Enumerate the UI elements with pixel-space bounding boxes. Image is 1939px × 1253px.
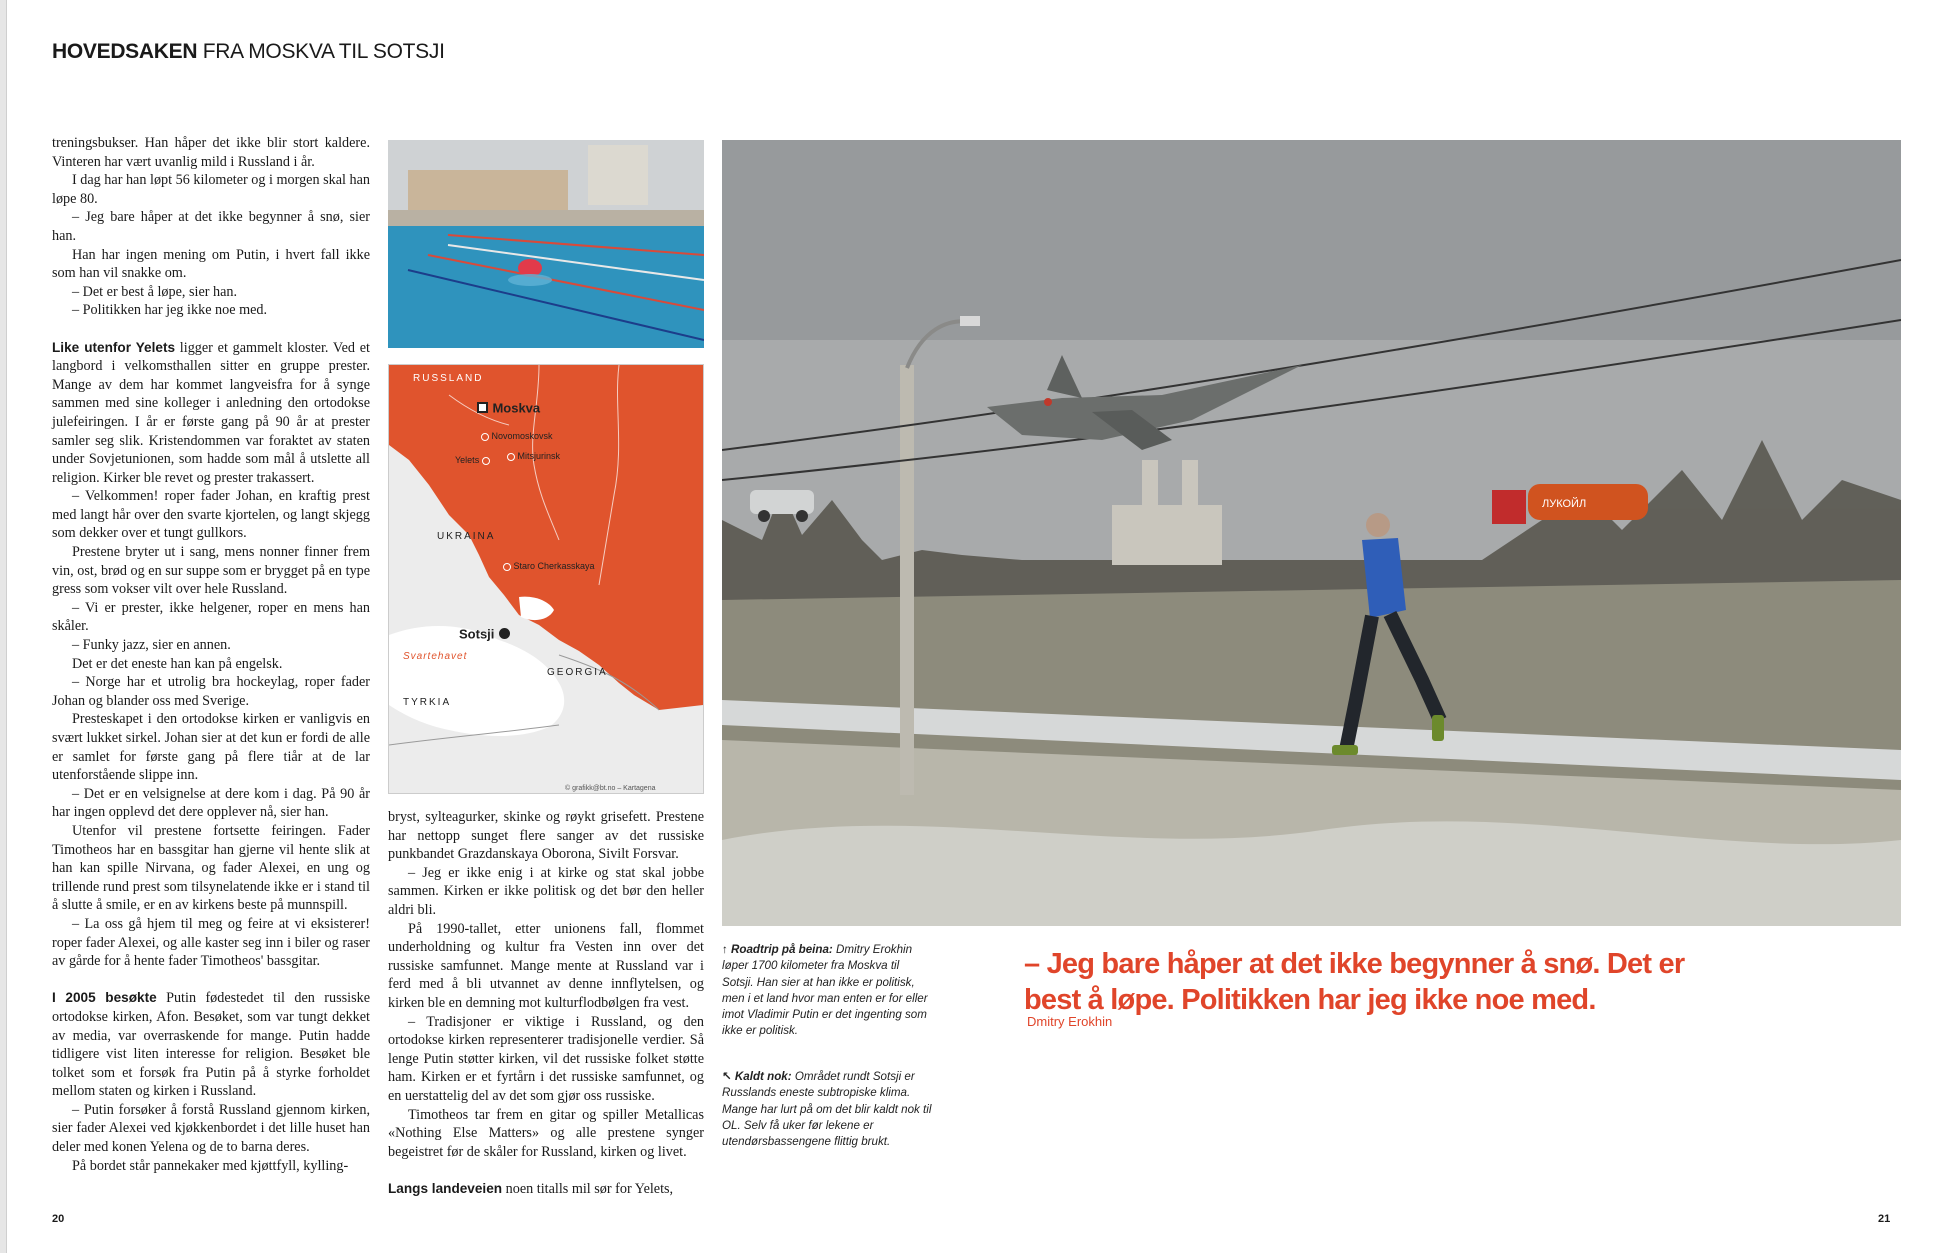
city-marker-icon <box>482 457 490 465</box>
paragraph: Han har ingen mening om Putin, i hvert fall ikke som han vil snakke om. <box>52 246 370 282</box>
map-label-tyrkia: TYRKIA <box>403 697 452 708</box>
truck-logo: ЛУКОЙЛ <box>1542 498 1587 510</box>
section-title: FRA MOSKVA TIL SOTSJI <box>202 40 445 63</box>
map-city-mitsjurinsk <box>507 451 560 461</box>
map-city-label: Moskva <box>492 400 541 416</box>
paragraph: Prestene bryter ut i sang, mens nonner finner frem vin, ost, brød og en sur suppe som er brygget på en type gress som vokser vilt over hele Russland. <box>52 544 370 598</box>
paragraph-body: noen titalls mil sør for Yelets, <box>502 1180 674 1197</box>
caption-body: Dmitry Erokhin løper 1700 kilometer fra Moskva til Sotsji. Han sier at han ikke er politisk, men i et land hvor man enten er for eller imot Vladimir Putin er det ingenting som ikke er politisk. <box>722 943 928 1038</box>
map-city-label: Staro Cherkasskaya <box>513 561 595 571</box>
caption-body: Området rundt Sotsji er Russlands eneste subtropiske klima. Mange har lurt på om det blir kaldt nok til OL. Selv få uker før lekene er utendørsbassengene flittig brukt. <box>722 1070 932 1149</box>
map-city-label: Mitsjurinsk <box>517 451 561 461</box>
map-city-label: Novomoskovsk <box>491 431 553 441</box>
paragraph: – Politikken har jeg ikke noe med. <box>72 302 268 319</box>
paragraph-body: ligger et gammelt kloster. Ved et langbord i velkomsthallen sitter en gruppe prester. Mange av dem har kommet langveisfra for å synge sammen med sine kolleger i anledning den ortodokse julefeiringen. I år er første gang på 90 år at prester samler seg slik. Kristendommen var foraktet av staten under Sovjetunionen, som hadde som mål å utslette all religion. Kirker ble revet og prester trakassert. <box>52 339 370 486</box>
paragraph-lead: Langs landeveien <box>388 1180 503 1196</box>
paragraph: – Norge har et utrolig bra hockeylag, roper fader Johan og blander oss med Sverige. <box>52 674 370 709</box>
article-column-2 <box>388 808 704 1198</box>
map-city-sotsji <box>459 625 510 643</box>
map-label-ukraina: UKRAINA <box>437 531 496 542</box>
city-marker-icon <box>481 433 489 441</box>
paragraph: – Velkommen! roper fader Johan, en kraftig prest med langt hår over den svarte kjortelen, og langt skjegg som dekker over et tungt gullkors. <box>52 488 370 542</box>
paragraph: – Putin forsøker å forstå Russland gjennom kirken, sier fader Alexei ved kjøkkenbordet i det lille huset han deler med konen Yelena og de to barna deres. <box>52 1101 370 1156</box>
paragraph <box>52 989 370 1101</box>
map-label-georgia: GEORGIA <box>547 667 608 678</box>
paragraph: – Funky jazz, sier en annen. <box>72 637 231 654</box>
paragraph: Presteskapet i den ortodokse kirken er vanligvis en svært lukket sirkel. Johan sier at det kun er fordi de alle er samlet for første gang på flere tiår at de lar utenforstående slippe inn. <box>52 711 370 784</box>
map-credit: © grafikk@bt.no – Kartagena <box>565 785 656 792</box>
paragraph: – Det er best å løpe, sier han. <box>72 283 238 300</box>
pool-photo <box>388 140 704 348</box>
paragraph: I dag har han løpt 56 kilometer og i morgen skal han løpe 80. <box>52 172 370 207</box>
map-label-russland: RUSSLAND <box>413 373 484 384</box>
map-city-label: Sotsji <box>459 626 495 642</box>
page-number-right: 21 <box>1878 1213 1891 1225</box>
map-city-staro-cherkasskaya <box>503 561 595 571</box>
paragraph: – Jeg er ikke enig i at kirke og stat skal jobbe sammen. Kirken er ikke politisk og det bør den heller aldri bli. <box>388 864 704 918</box>
map-city-label: Yelets <box>455 455 480 465</box>
paragraph: – Jeg bare håper at det ikke begynner å snø, sier han. <box>52 209 370 244</box>
map-shapes <box>389 365 703 793</box>
paragraph: Utenfor vil prestene fortsette feiringen. Fader Timotheos har en bassgitar han gjerne vil hente slik at han kan spille Nirvana, og fader Alexei, en ung og trillende rund prest som tilsynelatende ikke er i stand til å slutte å smile, er en av kirkens beste på munnspill. <box>52 822 370 914</box>
paragraph: Timotheos tar frem en gitar og spiller Metallicas «Nothing Else Matters» og alle prestene synger begeistret før de skåler for Russland, kirken og livet. <box>388 1106 704 1160</box>
runner-photo <box>722 140 1901 926</box>
capital-marker-icon <box>477 402 488 413</box>
map-label-svartehavet: Svartehavet <box>403 651 468 662</box>
paragraph <box>388 1180 704 1199</box>
truck-icon <box>1492 484 1648 524</box>
paragraph-lead: Like utenfor Yelets <box>52 339 176 355</box>
photo-caption-pool <box>722 1069 932 1150</box>
paragraph: bryst, sylteagurker, skinke og røykt grisefett. Prestene har nettopp sunget flere sanger av det russiske punkbandet Grazdanskaya Oborona, Sivilt Forsvar. <box>388 809 704 863</box>
paragraph: På 1990-tallet, etter unionens fall, flommet underholdning og kultur fra Vesten inn over det russiske samfunnet. Mange mente at Russland var i ferd med å bli utvannet av denne innflytelsen, og kirken ble en demning mot kulturflodbølgen fra vest. <box>388 920 704 1011</box>
map-russia <box>388 364 704 794</box>
city-marker-icon <box>503 563 511 571</box>
map-city-moskva <box>477 399 540 417</box>
paragraph-body: Putin fødestedet til den russiske ortodokse kirken, Afon. Besøket, som var tungt dekket av media, var overraskende for mange. Putin hadde tidligere vist liten interesse for religion. Besøket ble tolket som et forsøk fra Putin på å styrke forholdet mellom staten og kirken i Russland. <box>52 990 370 1100</box>
paragraph: – Tradisjoner er viktige i Russland, og den ortodokse kirken representerer tradisjonelle verdier. Så lenge Putin støtter kirken, vil det russiske folket støtte ham. Kirken er et fyrtårn i det russiske samfunnet, og en uerstattelig del av det som gjør oss russiske. <box>388 1013 704 1104</box>
pool-photo-illustration <box>388 140 704 348</box>
city-marker-icon <box>499 628 510 639</box>
page-number-left: 20 <box>52 1213 65 1225</box>
caption-lead: ↑ Roadtrip på beina: <box>722 943 833 956</box>
paragraph: Det er det eneste han kan på engelsk. <box>72 655 283 672</box>
section-label: HOVEDSAKEN <box>52 40 198 63</box>
paragraph <box>52 339 370 488</box>
runner-photo-illustration <box>722 140 1901 926</box>
page-spine <box>0 0 7 1253</box>
article-column-1 <box>52 134 370 1175</box>
pull-quote-attribution: Dmitry Erokhin <box>1027 1014 1113 1029</box>
paragraph: – Vi er prester, ikke helgener, roper en mens han skåler. <box>52 599 370 635</box>
paragraph: – Det er en velsignelse at dere kom i dag. På 90 år har ingen opplevd det dere opplever nå, sier han. <box>52 785 370 821</box>
section-header <box>52 40 445 64</box>
map-city-yelets <box>455 455 490 465</box>
paragraph: På bordet står pannekaker med kjøttfyll, kylling- <box>72 1157 349 1174</box>
paragraph-lead: I 2005 besøkte <box>52 990 157 1006</box>
city-marker-icon <box>507 453 515 461</box>
caption-lead: ↖ Kaldt nok: <box>722 1070 792 1083</box>
photo-caption-runner <box>722 942 932 1040</box>
paragraph: treningsbukser. Han håper det ikke blir stort kaldere. Vinteren har vært uvanlig mild i Russland i år. <box>52 135 370 170</box>
paragraph: – La oss gå hjem til meg og feire at vi eksisterer! roper fader Alexei, og alle kaster seg inn i biler og raser av gårde for å hente fader Timotheos' bassgitar. <box>52 915 370 970</box>
pull-quote: – Jeg bare håper at det ikke begynner å snø. Det er best å løpe. Politikken har jeg ikke noe med. <box>1024 948 1685 1016</box>
map-city-novomoskovsk <box>481 431 553 441</box>
